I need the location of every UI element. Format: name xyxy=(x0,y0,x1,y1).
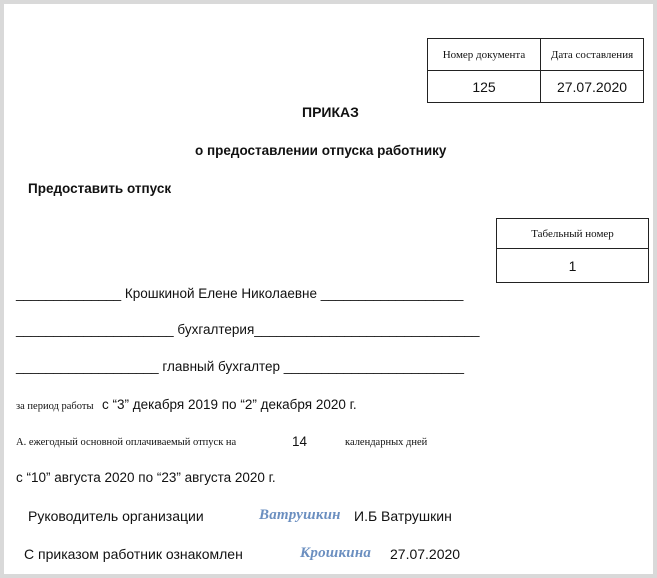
director-label: Руководитель организации xyxy=(28,508,204,524)
department-line: _____________________ бухгалтерия______________________________ xyxy=(16,322,480,337)
work-period-text: с “3” декабря 2019 по “2” декабря 2020 г. xyxy=(101,397,357,412)
employee-line: ______________ Крошкиной Елене Николаевне ___________________ xyxy=(16,286,464,301)
document-number-header: Номер документа xyxy=(428,39,541,71)
tab-number-header: Табельный номер xyxy=(497,219,649,249)
vacation-dates: с “10” августа 2020 по “23” августа 2020 г. xyxy=(16,470,276,485)
tab-number-table xyxy=(496,218,649,283)
document-subtitle: о предоставлении отпуска работнику xyxy=(195,143,447,158)
document-info-table xyxy=(427,38,644,103)
vacation-days-suffix: календарных дней xyxy=(345,437,428,448)
document-title: ПРИКАЗ xyxy=(302,104,359,120)
work-period-prefix: за период работы xyxy=(16,401,94,412)
employee-signature: Крошкина xyxy=(300,545,372,561)
director-signature: Ватрушкин xyxy=(259,507,341,523)
acknowledgement-date: 27.07.2020 xyxy=(390,546,461,562)
vacation-days: 14 xyxy=(292,434,308,449)
document-number-value: 125 xyxy=(428,71,541,103)
grant-label: Предоставить отпуск xyxy=(28,181,172,196)
director-name: И.Б Ватрушкин xyxy=(354,508,452,524)
document-date-value: 27.07.2020 xyxy=(541,71,644,103)
acknowledgement-label: С приказом работник ознакомлен xyxy=(24,546,243,562)
tab-number-value: 1 xyxy=(497,249,649,283)
document-date-header: Дата составления xyxy=(541,39,644,71)
work-period-row xyxy=(16,396,357,414)
vacation-label: А. ежегодный основной оплачиваемый отпуск на xyxy=(16,437,237,448)
position-line: ___________________ главный бухгалтер ________________________ xyxy=(16,359,464,374)
